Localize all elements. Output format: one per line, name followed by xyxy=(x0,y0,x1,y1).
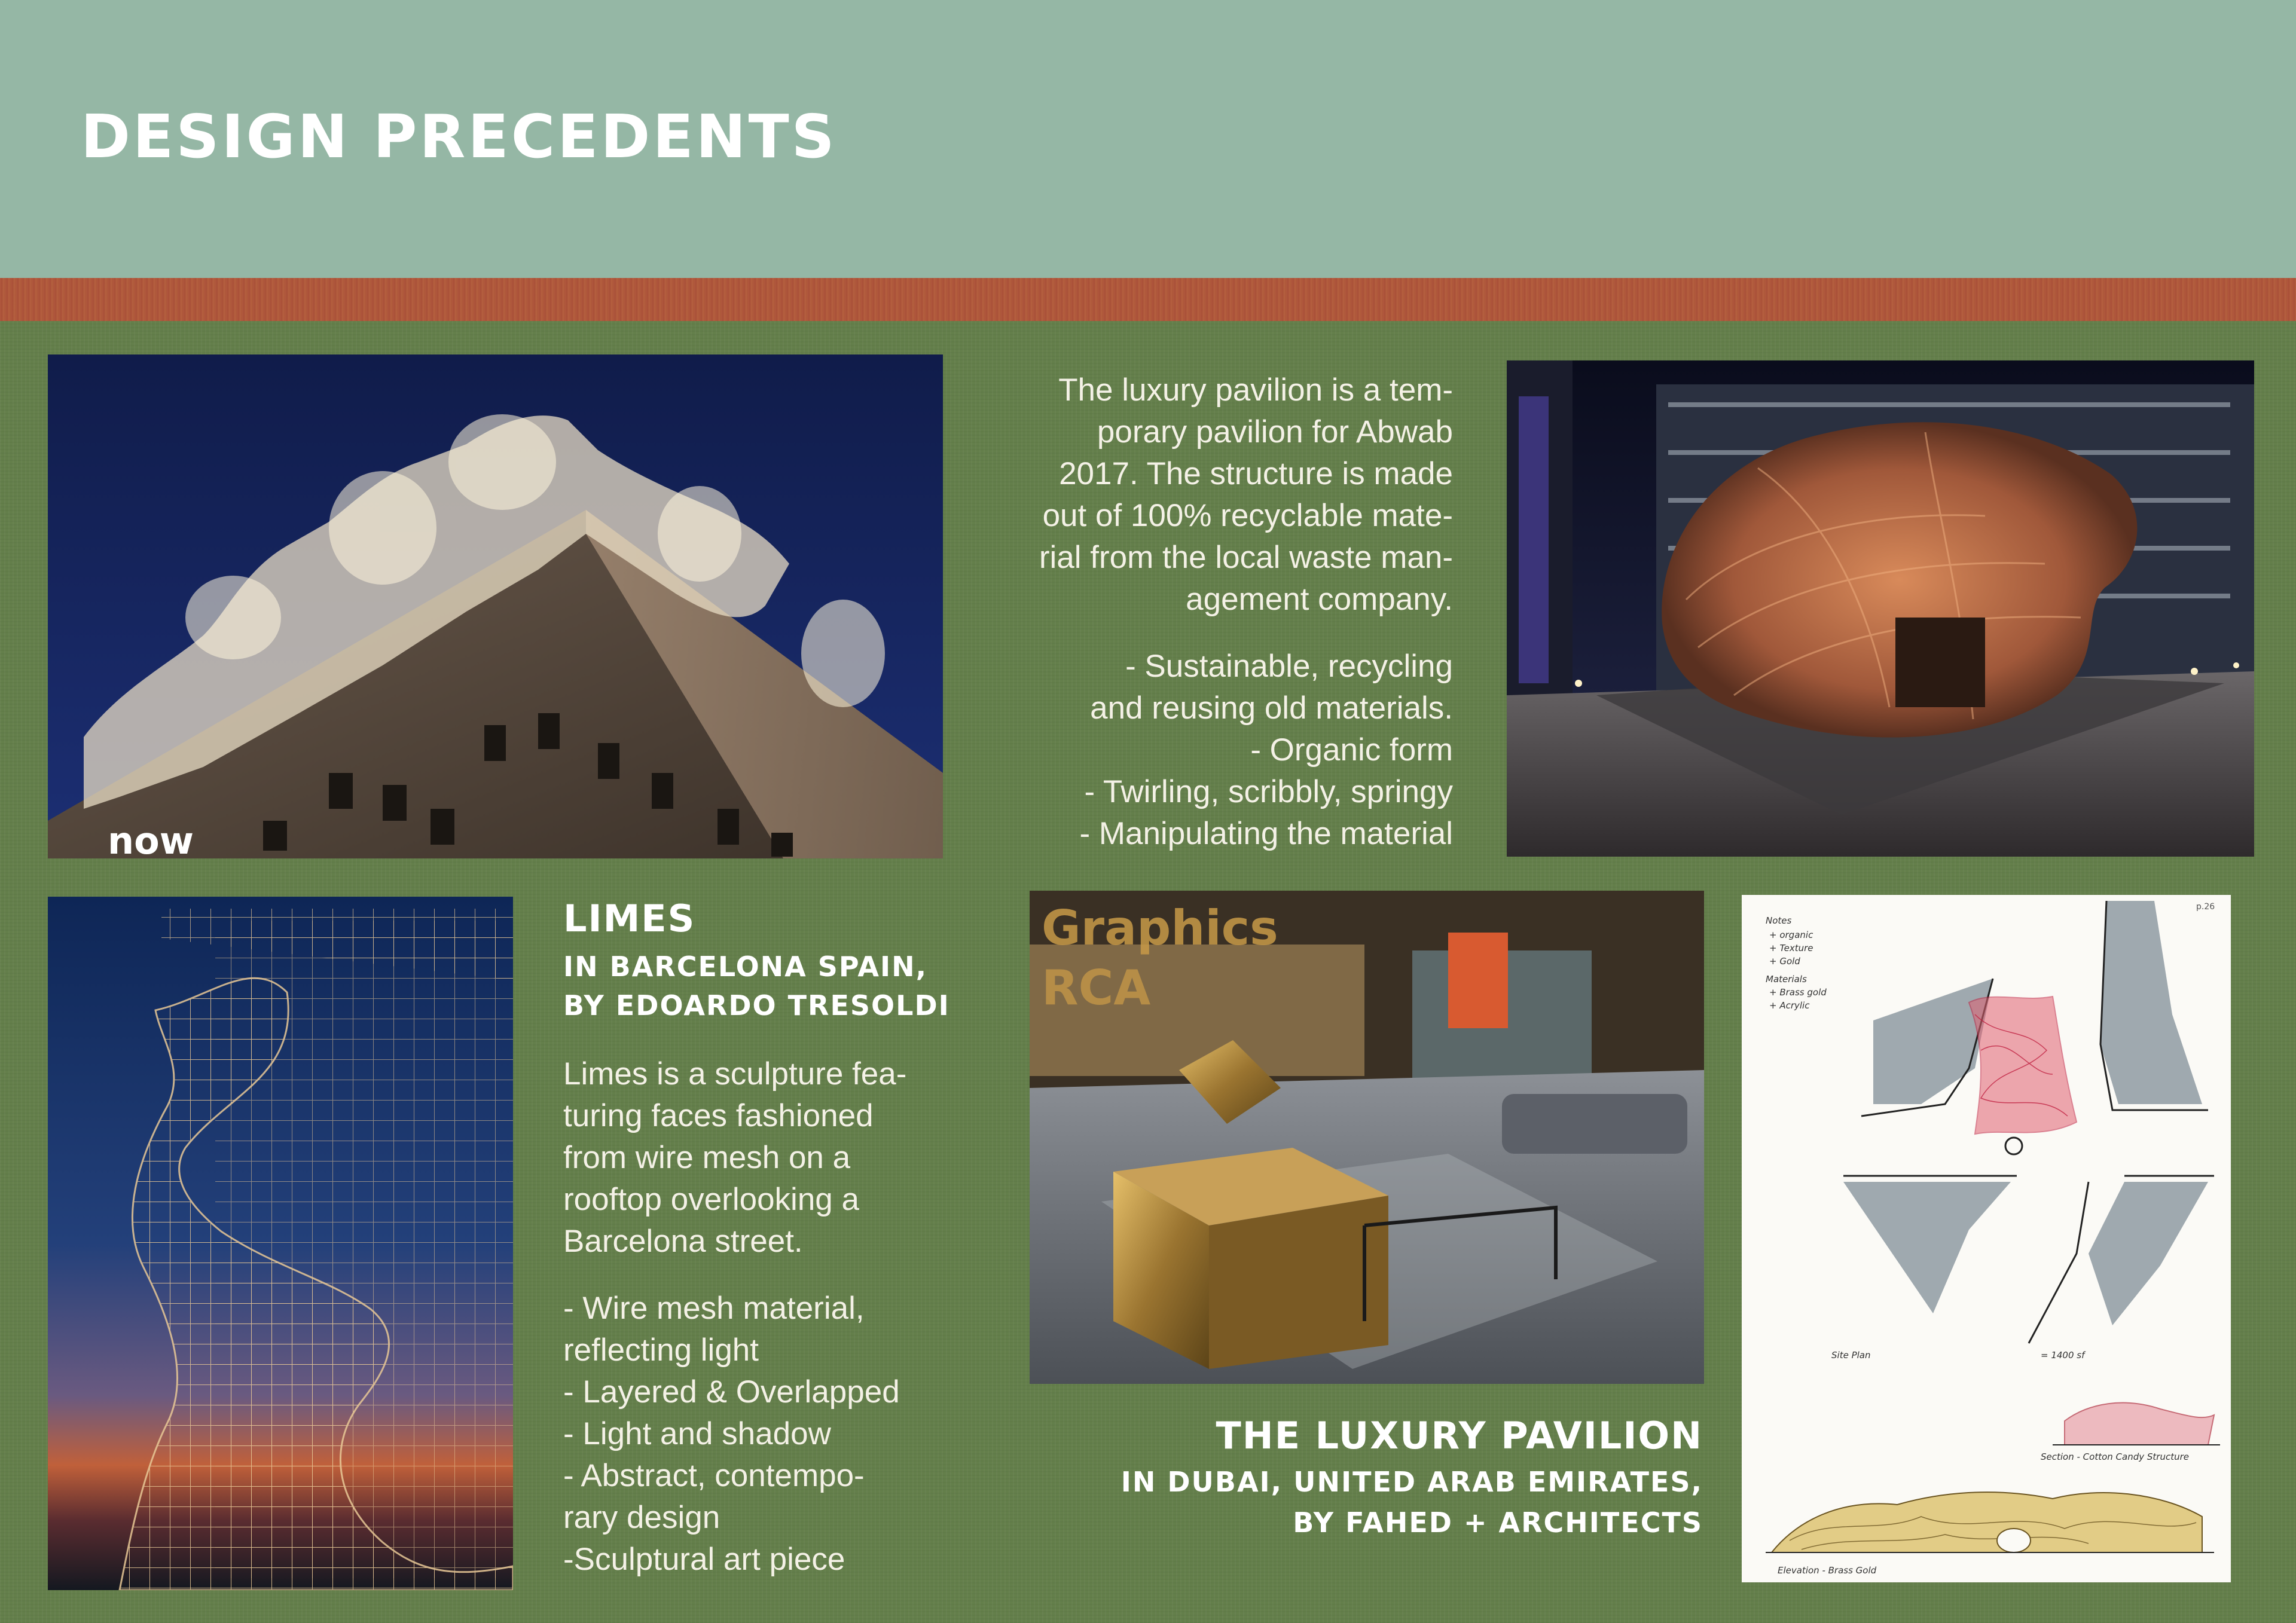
limes-description-line: rooftop overlooking a xyxy=(563,1182,859,1217)
banner-text-rca: RCA xyxy=(1042,960,1151,1016)
limes-subtitle-line1: IN BARCELONA SPAIN, xyxy=(563,950,928,983)
sketch-scale-label: = 1400 sf xyxy=(2041,1350,2085,1361)
pavilion-intro-line: porary pavilion for Abwab xyxy=(1097,414,1453,450)
pavilion-interior-photo xyxy=(1030,891,1704,1384)
pavilion-bullet-line: - Twirling, scribbly, springy xyxy=(1084,774,1453,809)
pavilion-bullet-line: - Sustainable, recycling xyxy=(1125,649,1453,684)
page-title: DESIGN PRECEDENTS xyxy=(81,102,837,172)
pavilion-description xyxy=(975,369,1453,855)
pavilion-subtitle-line2: BY FAHED + ARCHITECTS xyxy=(1293,1506,1703,1539)
pavilion-subtitle-line1: IN DUBAI, UNITED ARAB EMIRATES, xyxy=(1120,1466,1703,1498)
pavilion-bullet-line: and reusing old materials. xyxy=(1090,690,1453,726)
pavilion-title: THE LUXURY PAVILION xyxy=(1216,1414,1703,1457)
limes-bullet-line: - Light and shadow xyxy=(563,1416,831,1451)
limes-bullet-line: rary design xyxy=(563,1500,720,1535)
pavilion-intro-line: 2017. The structure is made xyxy=(1059,456,1453,491)
limes-bullet-line: reflecting light xyxy=(563,1332,759,1368)
sketch-corner-tag: p.26 xyxy=(2196,902,2215,912)
limes-sculpture-photo xyxy=(48,897,513,1590)
limes-subtitle-line2: BY EDOARDO TRESOLDI xyxy=(563,989,950,1022)
sketch-site-plan-label: Site Plan xyxy=(1831,1350,1871,1361)
pavilion-bullet-line: - Organic form xyxy=(1250,732,1453,768)
sketch-section-label: Section - Cotton Candy Structure xyxy=(2041,1451,2189,1462)
limes-rooftop-photo xyxy=(48,354,943,858)
sketch-elevation-label: Elevation - Brass Gold xyxy=(1778,1565,1877,1576)
accent-stripe xyxy=(0,278,2296,321)
pavilion-intro-line: agement company. xyxy=(1186,582,1453,617)
sketch-note-line: + Texture xyxy=(1769,943,1813,953)
limes-description-line: Limes is a sculpture fea- xyxy=(563,1056,907,1092)
limes-description xyxy=(563,1053,958,1581)
sketch-note-line: + Gold xyxy=(1769,956,1800,967)
limes-description-line: turing faces fashioned xyxy=(563,1098,874,1133)
sketch-note-line: + organic xyxy=(1769,930,1813,940)
pavilion-bullet-line: - Manipulating the material xyxy=(1079,816,1453,851)
pavilion-intro-line: out of 100% recyclable mate- xyxy=(1042,498,1453,533)
limes-bullet-line: - Layered & Overlapped xyxy=(563,1374,900,1410)
pavilion-intro-line: The luxury pavilion is a tem- xyxy=(1058,372,1453,408)
pavilion-intro-line: rial from the local waste man- xyxy=(1039,540,1453,575)
limes-bullet-line: -Sculptural art piece xyxy=(563,1542,845,1577)
rooftop-sign-text: now xyxy=(108,819,194,858)
pavilion-exterior-photo xyxy=(1507,360,2254,857)
banner-text-graphics: Graphics xyxy=(1042,900,1278,956)
limes-description-line: Barcelona street. xyxy=(563,1224,803,1259)
limes-bullet-line: - Abstract, contempo- xyxy=(563,1458,865,1493)
site-plan-sketch xyxy=(1742,895,2231,1582)
limes-title: LIMES xyxy=(563,897,696,940)
sketch-note-line: Notes xyxy=(1766,915,1792,926)
sketch-note-line: + Brass gold xyxy=(1769,987,1827,998)
sketch-note-line: Materials xyxy=(1766,974,1807,985)
limes-description-line: from wire mesh on a xyxy=(563,1140,851,1175)
limes-bullet-line: - Wire mesh material, xyxy=(563,1291,865,1326)
sketch-note-line: + Acrylic xyxy=(1769,1000,1810,1011)
